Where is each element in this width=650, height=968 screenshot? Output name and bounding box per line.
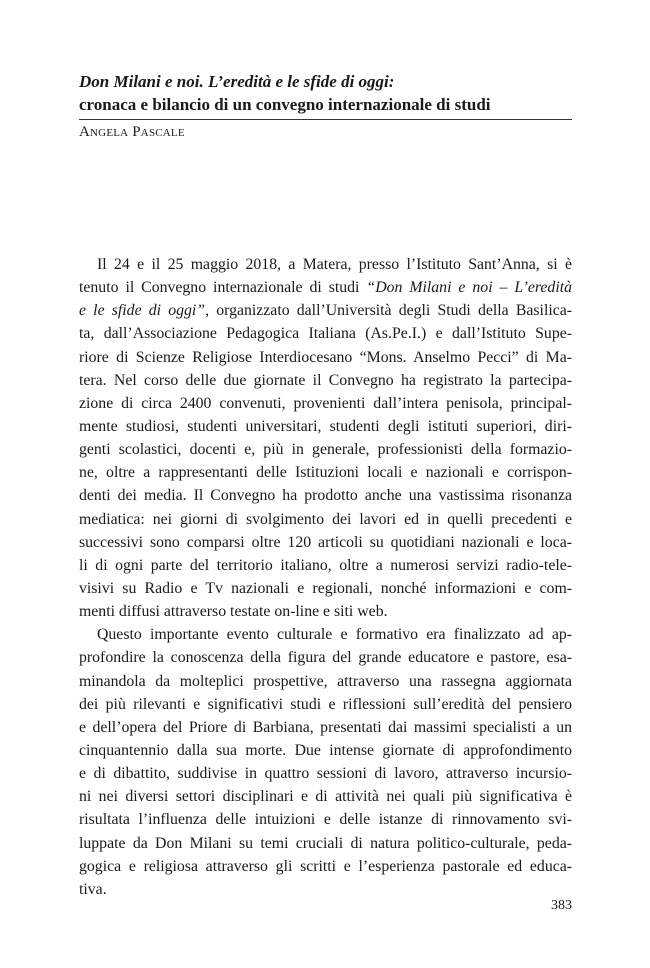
article-title-line-1: Don Milani e noi. L’eredità e le sfide di oggi:	[79, 72, 395, 91]
body-line: successivi sono comparsi oltre 120 articoli su quotidiani nazionali e loca-	[79, 533, 572, 551]
convegno-title-italic-cont: e le sfide di oggi”	[79, 302, 206, 320]
body-line: Il 24 e il 25 maggio 2018, a Matera, presso l’Istituto Sant’Anna, si è	[97, 256, 572, 273]
body-line: genti scolastici, docenti e, più in generale, professionisti della formazio-	[79, 441, 572, 459]
body-line: tiva.	[79, 880, 107, 898]
body-line: denti dei media. Il Convegno ha prodotto anche una vastissima risonanza	[79, 487, 572, 505]
article-header	[79, 70, 572, 142]
convegno-title-italic: “Don Milani e noi – L’eredità	[366, 279, 573, 297]
body-line: profondire la conoscenza della figura del grande educatore e pastore, esa-	[79, 649, 572, 667]
body-line: mente studiosi, studenti universitari, studenti degli istituti superiori, diri-	[79, 417, 572, 435]
body-line: li di ogni parte del territorio italiano, oltre a numerosi servizi radio-tele-	[79, 556, 572, 574]
body-line: ta, dall’Associazione Pedagogica Italiana (As.Pe.I.) e dall’Istituto Supe-	[79, 325, 572, 343]
page-number: 383	[551, 898, 572, 913]
body-line: gogica e religiosa attraverso gli scritti e l’esperienza pastorale ed educa-	[79, 857, 572, 875]
body-line: dei più rilevanti e significativi studi e riflessioni sull’eredità del pensiero	[79, 695, 572, 713]
body-line: minandola da molteplici prospettive, attraverso una rassegna aggiornata	[79, 672, 572, 690]
body-line: ni nei diversi settori disciplinari e di attività nei quali più significativa è	[79, 788, 572, 806]
article-title-line-2: cronaca e bilancio di un convegno internazionale di studi	[79, 95, 491, 114]
body-line	[79, 299, 572, 322]
body-line-text: tenuto il Convegno internazionale di studi	[79, 279, 367, 297]
body-line: risultata l’influenza delle intuizioni e delle istanze di rinnovamento svi-	[79, 811, 572, 829]
body-line	[79, 276, 572, 299]
body-line: luppate da Don Milani su temi cruciali di natura politico-culturale, peda-	[79, 834, 572, 852]
body-line: menti diffusi attraverso testate on-line e siti web.	[79, 603, 388, 621]
article-author: Angela Pascale	[79, 124, 185, 140]
body-line: e dell’opera del Priore di Barbiana, presentati dai massimi specialisti a un	[79, 718, 572, 736]
body-line: riore di Scienze Religiose Interdiocesano “Mons. Anselmo Pecci” di Ma-	[79, 348, 572, 366]
body-line: ne, oltre a rappresentanti delle Istituzioni locali e nazionali e corrispon-	[79, 464, 572, 482]
body-line: visivi su Radio e Tv nazionali e regionali, nonché informazioni e com-	[79, 579, 572, 597]
header-rule	[79, 119, 572, 120]
body-line: mediatica: nei giorni di svolgimento dei lavori ed in quelli precedenti e	[79, 510, 572, 528]
body-line: e di dibattito, suddivise in quattro sessioni di lavoro, attraverso incursio-	[79, 765, 572, 783]
article-body	[79, 253, 572, 901]
body-line: Questo importante evento culturale e formativo era finalizzato ad ap-	[97, 626, 572, 644]
body-line-text: , organizzato dall’Università degli Studi della Basilica-	[205, 302, 573, 320]
body-line: tera. Nel corso delle due giornate il Convegno ha registrato la partecipa-	[79, 371, 572, 389]
body-line: zione di circa 2400 convenuti, provenienti dall’intera penisola, principal-	[79, 394, 572, 412]
body-line: cinquantennio dalla sua morte. Due intense giornate di approfondimento	[79, 741, 572, 759]
